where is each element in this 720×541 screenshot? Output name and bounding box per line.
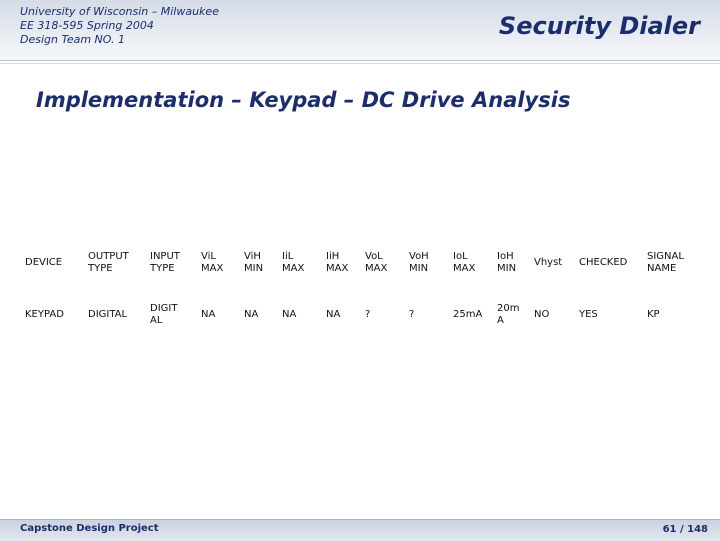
table-header-cell <box>409 251 429 275</box>
table-header-cell <box>579 257 627 269</box>
table-header-cell-line: IoH <box>497 251 514 262</box>
table-header-cell-line: IiH <box>326 251 340 262</box>
table-header-cell-line: MAX <box>201 263 224 274</box>
table-cell-line: ? <box>409 309 415 320</box>
table-cell <box>409 309 414 321</box>
table-header-cell-line: MAX <box>282 263 305 274</box>
table-cell <box>534 309 549 321</box>
table-cell <box>579 309 598 321</box>
table-header-cell-line: ViH <box>244 251 261 262</box>
course-info <box>20 5 219 47</box>
table-header-cell <box>282 251 304 275</box>
table-cell-line: DIGITAL <box>88 309 128 320</box>
table-header-cell-line: ViL <box>201 251 216 262</box>
project-title: Security Dialer <box>498 12 700 40</box>
table-cell <box>326 309 340 321</box>
team-name: Design Team NO. 1 <box>20 33 125 46</box>
table-header-cell-line: OUTPUT <box>88 251 129 262</box>
table-cell-line: NO <box>534 309 550 320</box>
table-header-cell <box>453 251 475 275</box>
table-header-cell-line: MIN <box>409 263 429 274</box>
table-header-cell-line: TYPE <box>88 263 113 274</box>
table-header-cell-line: IiL <box>282 251 294 262</box>
table-cell-line: ? <box>365 309 371 320</box>
table-cell-line: NA <box>282 309 297 320</box>
footer-project-name: Capstone Design Project <box>20 523 159 534</box>
table-cell <box>453 309 482 321</box>
table-cell <box>282 309 296 321</box>
table-cell-line: NA <box>201 309 216 320</box>
table-cell <box>88 309 127 321</box>
table-cell-line: DIGIT <box>150 303 178 314</box>
table-header-cell-line: INPUT <box>150 251 180 262</box>
header-divider-secondary <box>0 63 720 64</box>
table-header-cell-line: IoL <box>453 251 468 262</box>
table-header-cell-line: VoH <box>409 251 429 262</box>
table-header-cell <box>326 251 348 275</box>
table-cell-line: KEYPAD <box>25 309 64 320</box>
table-cell-line: YES <box>579 309 598 320</box>
table-header-cell-line: MIN <box>244 263 264 274</box>
table-header-cell <box>244 251 263 275</box>
table-header-cell <box>365 251 387 275</box>
table-cell-line: 20m <box>497 303 520 314</box>
table-header-cell-line: TYPE <box>150 263 175 274</box>
table-header-cell-line: MIN <box>497 263 517 274</box>
table-cell-line: NA <box>326 309 341 320</box>
table-header-cell-line: DEVICE <box>25 257 63 268</box>
table-cell <box>365 309 370 321</box>
table-header-cell-line: MAX <box>365 263 388 274</box>
slide-title: Implementation – Keypad – DC Drive Analysis <box>36 88 571 112</box>
header-divider <box>0 60 720 61</box>
table-header-cell-line: NAME <box>647 263 677 274</box>
table-header-cell <box>88 251 129 275</box>
table-header-cell <box>150 251 180 275</box>
table-header-cell-line: Vhyst <box>534 257 563 268</box>
table-header-cell-line: MAX <box>453 263 476 274</box>
table-header-cell <box>647 251 684 275</box>
table-cell-line: KP <box>647 309 660 320</box>
slide-footer <box>0 519 720 541</box>
table-header-cell-line: CHECKED <box>579 257 628 268</box>
page-number: 61 / 148 <box>662 524 708 535</box>
table-header-cell <box>534 257 562 269</box>
table-header-cell-line: MAX <box>326 263 349 274</box>
table-cell <box>497 303 519 327</box>
table-cell-line: AL <box>150 315 163 326</box>
table-cell-line: 25mA <box>453 309 483 320</box>
table-cell <box>201 309 215 321</box>
table-header-cell <box>497 251 516 275</box>
table-header-cell-line: VoL <box>365 251 383 262</box>
table-cell-line: A <box>497 315 504 326</box>
course-code: EE 318-595 Spring 2004 <box>20 19 154 32</box>
table-header-cell <box>25 257 62 269</box>
table-cell <box>647 309 660 321</box>
table-header-cell-line: SIGNAL <box>647 251 684 262</box>
university-name: University of Wisconsin – Milwaukee <box>20 5 219 18</box>
table-header-cell <box>201 251 223 275</box>
table-cell-line: NA <box>244 309 259 320</box>
table-cell <box>150 303 177 327</box>
table-cell <box>244 309 258 321</box>
table-cell <box>25 309 64 321</box>
